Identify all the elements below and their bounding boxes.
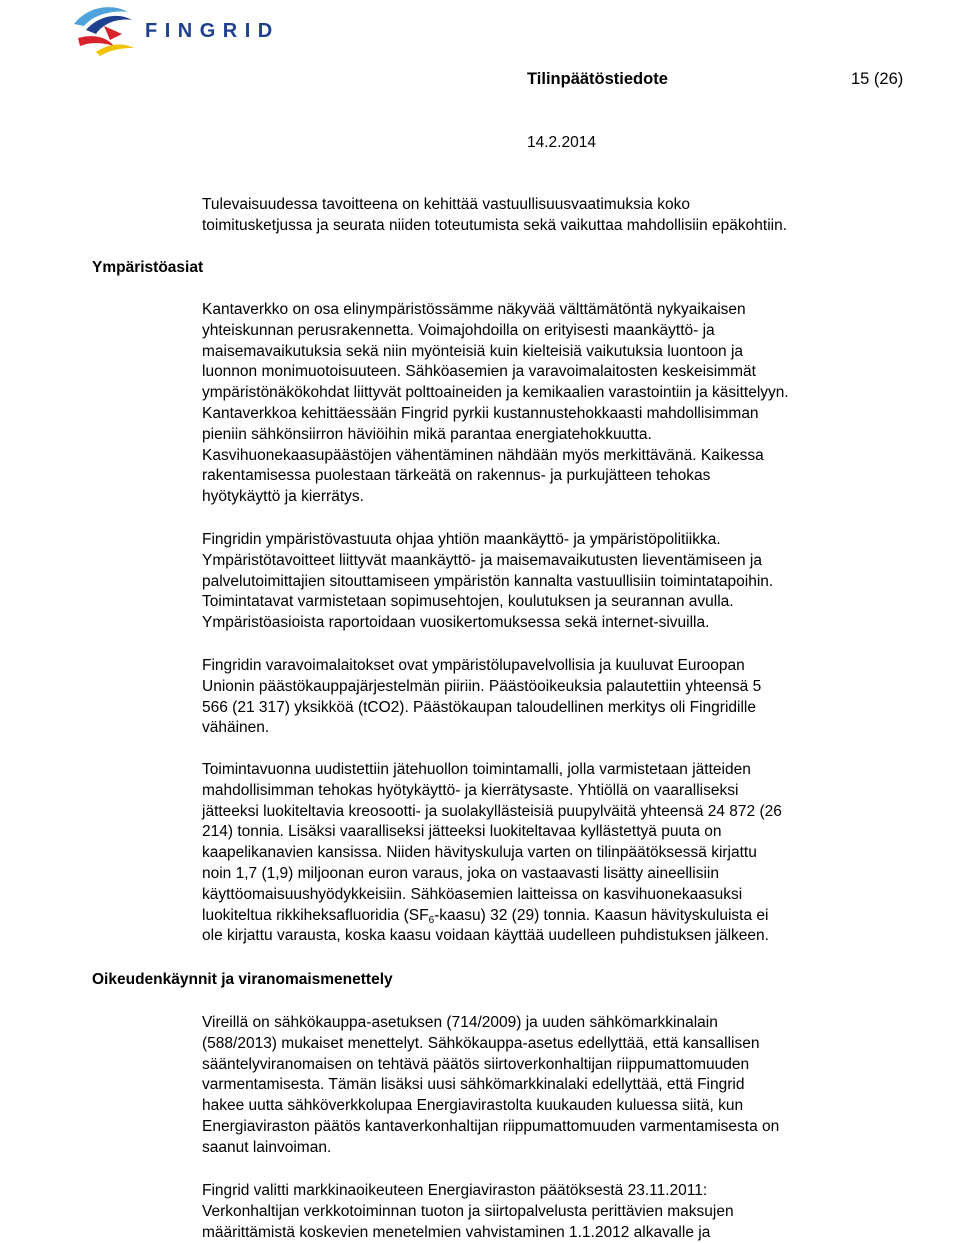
text-line: Ympäristöasioista raportoidaan vuosikertomuksessa sekä internet-sivuilla. [202,614,710,632]
text-line: hakee uutta sähköverkkolupaa Energiavirastolta kuukauden kuluessa siitä, kun [202,1097,744,1115]
text-line: rakentamisessa puolestaan tärkeätä on rakennus- ja purkujätteen tehokas [202,467,711,485]
text-line: ole kirjattu varausta, koska kaasu voidaan käyttää uudelleen puhdistuksen jälkeen. [202,927,769,945]
text-segment: luokiteltua rikkiheksafluoridia (SF [202,906,429,924]
text-line: pieniin sähkönsiirron häviöihin mikä parantaa energiatehokkuutta. [202,425,652,443]
text-line: ympäristönäkökohdat liittyvät polttoaineiden ja kemikaalien varastointiin ja käsittelyyn. [202,384,789,402]
subscript: 6 [428,914,435,926]
text-line: yhteiskunnan perusrakennetta. Voimajohdoilla on erityisesti maankäyttö- ja [202,321,715,339]
text-line: Verkonhaltijan verkkotoiminnan tuoton ja siirtopalvelusta perittävien maksujen [202,1202,734,1220]
text-line: saanut lainvoiman. [202,1138,332,1156]
text-line: Toimintavuonna uudistettiin jätehuollon toimintamalli, jolla varmistetaan jätteiden [202,761,751,778]
paragraph-regulatory-proceedings [202,1013,892,1159]
text-line: käyttöomaisuushyödykkeisiin. Sähköasemien laitteissa on kasvihuonekaasuksi [202,885,743,903]
text-line: jätteeksi luokiteltavia kreosootti- ja suolakyllästeisiä puupylväitä yhteensä 24 872 (26 [202,802,782,820]
text-line: Fingridin ympäristövastuuta ohjaa yhtiön maankäyttö- ja ympäristöpolitiikka. [202,531,721,548]
text-line: 566 (21 317) yksikköä (tCO2). Päästökaupan taloudellinen merkitys oli Fingridille [202,698,756,716]
paragraph-supply-chain [202,195,892,237]
text-line: Vireillä on sähkökauppa-asetuksen (714/2009) ja uuden sähkömarkkinalain [202,1014,718,1031]
text-line: Toimintatavat varmistetaan sopimusehtojen, koulutuksen ja seurannan avulla. [202,593,734,611]
text-line [202,906,892,927]
text-line: vähäinen. [202,719,270,737]
text-line: Fingrid valitti markkinaoikeuteen Energiaviraston päätöksestä 23.11.2011: [202,1182,708,1199]
section-heading-environment: Ympäristöasiat [92,259,204,276]
text-line: sääntelyviranomaisen on tehtävä päätös siirtoverkonhaltijan riippumattomuuden [202,1055,750,1073]
text-line: 214) tonnia. Lisäksi vaaralliseksi jätteeksi luokiteltavaa kyllästettyä puuta on [202,823,722,841]
document-title: Tilinpäätöstiedote [527,70,668,88]
page-number: 15 (26) [851,70,904,88]
document-date: 14.2.2014 [527,134,596,151]
text-line: Kantaverkko on osa elinympäristössämme näkyvää välttämätöntä nykyaikaisen [202,301,746,318]
paragraph-emissions-trading [202,656,892,739]
fingrid-logo-mark-icon [70,4,150,56]
text-line: Tulevaisuudessa tavoitteena on kehittää vastuullisuusvaatimuksia koko [202,196,690,213]
text-line: kaapelikanavien kansissa. Niiden hävityskuluja varten on tilinpäätöksessä kirjattu [202,844,757,862]
text-line: Unionin päästökauppajärjestelmän piiriin. Päästöoikeuksia palautettiin yhteensä 5 [202,677,762,695]
text-line: Kasvihuonekaasupäästöjen vähentäminen nähdään myös merkittävänä. Kaikessa [202,446,764,464]
text-line: noin 1,7 (1,9) miljoonan euron varaus, joka on vastaavasti lisätty aineellisiin [202,864,719,882]
text-line: palvelutoimittajien sitouttamiseen ympäristön kannalta vastuullisiin toimintatapoihin. [202,572,774,590]
text-line: Fingridin varavoimalaitokset ovat ympäristölupavelvollisia ja kuuluvat Euroopan [202,657,745,674]
logo-wordmark: FINGRID [145,20,280,42]
section-heading-legal: Oikeudenkäynnit ja viranomaismenettely [92,971,393,988]
text-line: varmentamisesta. Tämän lisäksi uusi sähkömarkkinalaki edellyttää, että Fingrid [202,1076,745,1094]
text-line: toimitusketjussa ja seurata niiden toteutumista sekä vaikuttaa mahdollisiin epäkohtiin. [202,216,788,234]
paragraph-environmental-policy [202,530,892,634]
text-line: hyötykäyttö ja kierrätys. [202,488,364,506]
text-line: (588/2013) mukaiset menettelyt. Sähkökauppa-asetus edellyttää, että kansallisen [202,1034,760,1052]
paragraph-grid-environment [202,300,892,508]
paragraph-market-court-appeal [202,1181,892,1243]
text-line: Energiaviraston päätös kantaverkonhaltijan riippumattomuuden varmentamisesta on [202,1117,780,1135]
fingrid-logo [70,4,300,56]
text-segment: -kaasu) 32 (29) tonnia. Kaasun hävityskuluista ei [434,906,769,924]
text-line: mahdollisimman tehokas hyötykäyttö- ja kierrätysaste. Yhtiöllä on vaaralliseksi [202,781,739,799]
text-line: luonnon monimuotoisuuteen. Sähköasemien ja varavoimalaitosten keskeisimmät [202,363,756,381]
text-line: määrittämistä koskevien menetelmien vahvistaminen 1.1.2012 alkavalle ja [202,1223,711,1241]
paragraph-waste-management [202,760,892,947]
text-line: Ympäristötavoitteet liittyvät maankäyttö- ja maisemavaikutusten lieventämiseen ja [202,551,762,569]
text-line: Kantaverkkoa kehittäessään Fingrid pyrkii kustannustehokkaasti mahdollisimman [202,404,759,422]
text-line: maisemavaikutuksia sekä niin myönteisiä kuin kielteisiä vaikutuksia luontoon ja [202,342,744,360]
